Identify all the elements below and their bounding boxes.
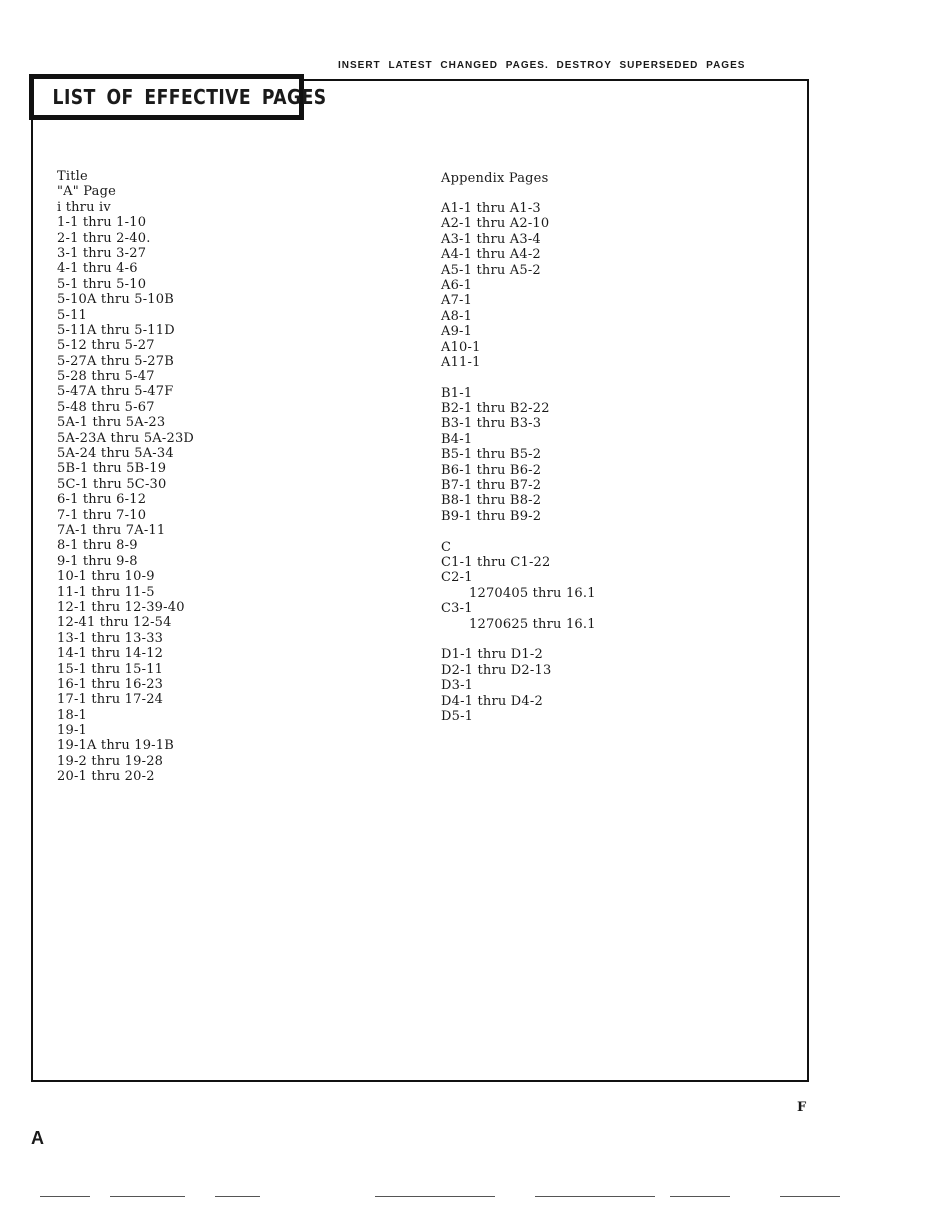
group-spacer (441, 632, 596, 647)
list-item: 19-1 (57, 723, 88, 739)
list-item: B1-1 (441, 385, 473, 401)
list-item: 14-1 thru 14-12 (57, 646, 164, 662)
list-item: B3-1 thru B3-3 (441, 416, 542, 432)
list-item: 1270625 thru 16.1 (469, 616, 596, 632)
list-item: A10-1 (441, 339, 481, 355)
list-item: 8-1 thru 8-9 (57, 538, 138, 554)
effective-pages-list (57, 169, 194, 785)
list-item: B2-1 thru B2-22 (441, 401, 550, 417)
title-box (29, 74, 327, 120)
list-item: A7-1 (441, 293, 473, 309)
scan-artifact (110, 1196, 185, 1197)
list-item: B7-1 thru B7-2 (441, 478, 542, 494)
list-item: 5-12 thru 5-27 (57, 338, 155, 354)
list-item: 19-2 thru 19-28 (57, 753, 164, 769)
list-item: 4-1 thru 4-6 (57, 261, 138, 277)
list-item: i thru iv (57, 199, 111, 215)
list-item: Title (57, 169, 88, 184)
list-item: 16-1 thru 16-23 (57, 676, 164, 692)
list-item: 12-41 thru 12-54 (57, 615, 172, 631)
list-item: 11-1 thru 11-5 (57, 584, 155, 600)
list-item: 5A-23A thru 5A-23D (57, 430, 195, 446)
list-item: 6-1 thru 6-12 (57, 492, 147, 508)
list-item: 9-1 thru 9-8 (57, 553, 138, 569)
list-item: 7A-1 thru 7A-11 (57, 522, 166, 538)
group-spacer (441, 370, 596, 385)
list-item: 17-1 thru 17-24 (57, 692, 164, 708)
list-item: 5-27A thru 5-27B (57, 353, 175, 369)
list-item: 5C-1 thru 5C-30 (57, 476, 167, 492)
appendix-heading: Appendix Pages (441, 171, 549, 186)
list-item: A11-1 (441, 354, 481, 370)
list-item: D1-1 thru D1-2 (441, 647, 543, 663)
list-item: C (441, 539, 452, 555)
scan-artifact (780, 1196, 840, 1197)
page-title: LIST OF EFFECTIVE PAGES (52, 85, 327, 109)
list-item: A6-1 (441, 277, 473, 293)
list-item: 5B-1 thru 5B-19 (57, 461, 167, 477)
list-item: 2-1 thru 2-40. (57, 230, 151, 246)
list-item: 5-28 thru 5-47 (57, 369, 155, 385)
list-item: 5-11A thru 5-11D (57, 322, 175, 338)
list-item: B9-1 thru B9-2 (441, 508, 542, 524)
list-item: 5A-1 thru 5A-23 (57, 415, 166, 431)
list-item: A4-1 thru A4-2 (441, 247, 541, 263)
list-item: B5-1 thru B5-2 (441, 447, 542, 463)
list-item: 5-10A thru 5-10B (57, 292, 175, 308)
list-item: A3-1 thru A3-4 (441, 231, 541, 247)
list-item: "A" Page (57, 184, 117, 200)
list-item: 5-48 thru 5-67 (57, 399, 155, 415)
list-item: 3-1 thru 3-27 (57, 245, 147, 261)
list-item: 13-1 thru 13-33 (57, 630, 164, 646)
list-item: 19-1A thru 19-1B (57, 738, 175, 754)
list-item: A8-1 (441, 308, 473, 324)
list-item: C1-1 thru C1-22 (441, 554, 551, 570)
list-item: D5-1 (441, 708, 474, 724)
list-item: 12-1 thru 12-39-40 (57, 599, 185, 615)
list-item: B6-1 thru B6-2 (441, 462, 542, 478)
appendix-pages-list (441, 171, 596, 724)
scan-artifact (215, 1196, 260, 1197)
list-item: D4-1 thru D4-2 (441, 693, 543, 709)
list-item: B8-1 thru B8-2 (441, 493, 542, 509)
corner-mark: F (797, 1100, 807, 1115)
list-item: 1270405 thru 16.1 (469, 585, 596, 601)
list-item: A1-1 thru A1-3 (441, 201, 541, 216)
list-item: 5A-24 thru 5A-34 (57, 446, 174, 462)
list-item: A2-1 thru A2-10 (441, 216, 550, 232)
list-item: 5-47A thru 5-47F (57, 384, 174, 400)
group-spacer (441, 524, 596, 539)
list-item: D3-1 (441, 678, 474, 694)
list-item: B4-1 (441, 431, 473, 447)
list-item: C3-1 (441, 601, 473, 617)
list-item: 1-1 thru 1-10 (57, 215, 147, 231)
list-item: C2-1 (441, 570, 473, 586)
list-item: 5-11 (57, 307, 88, 323)
list-item: A9-1 (441, 324, 473, 340)
header-instruction: INSERT LATEST CHANGED PAGES. DESTROY SUPERSEDED PAGES (338, 60, 746, 71)
scan-artifact (40, 1196, 90, 1197)
list-item: 10-1 thru 10-9 (57, 569, 155, 585)
scan-artifact (535, 1196, 655, 1197)
list-item: 20-1 thru 20-2 (57, 769, 155, 785)
list-item: 5-1 thru 5-10 (57, 276, 147, 292)
list-item: A5-1 thru A5-2 (441, 262, 541, 278)
list-item: 15-1 thru 15-11 (57, 661, 164, 677)
list-item: D2-1 thru D2-13 (441, 662, 552, 678)
list-item: 18-1 (57, 707, 88, 723)
list-item: 7-1 thru 7-10 (57, 507, 147, 523)
scan-artifact (375, 1196, 495, 1197)
scan-artifact (670, 1196, 730, 1197)
page-letter: A (31, 1128, 44, 1148)
